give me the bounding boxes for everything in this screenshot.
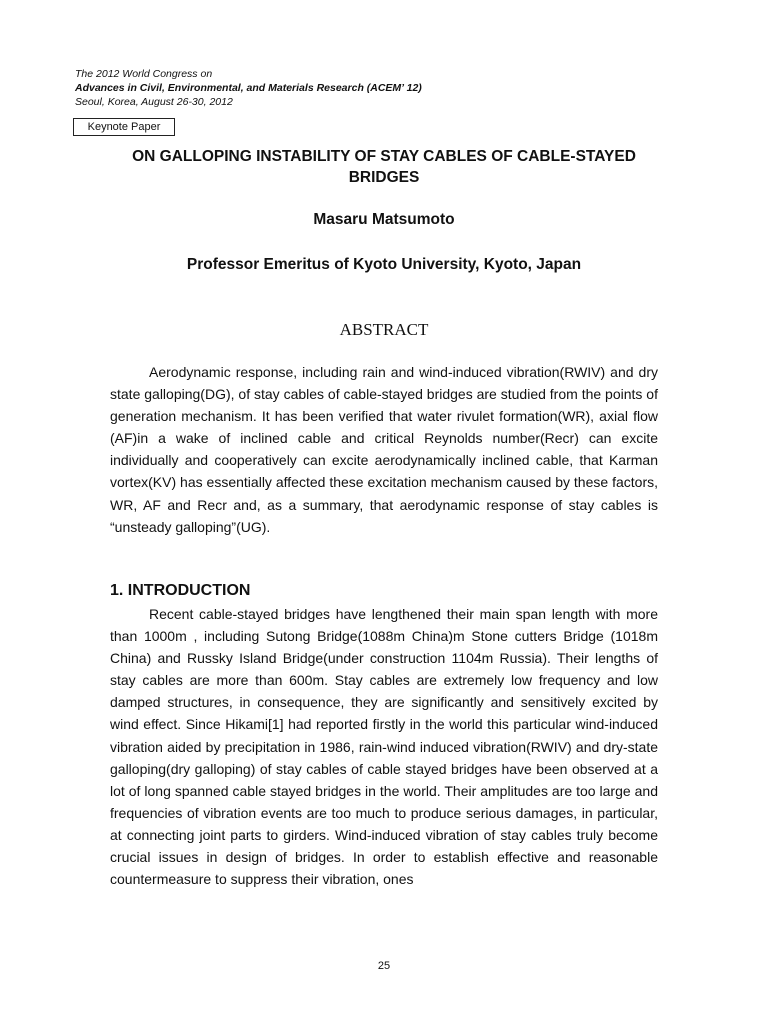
- introduction-heading: 1. INTRODUCTION: [110, 582, 251, 599]
- paper-title: ON GALLOPING INSTABILITY OF STAY CABLES OF CABLE-STAYED BRIDGES: [132, 148, 636, 186]
- author-affiliation: Professor Emeritus of Kyoto University, Kyoto, Japan: [186, 256, 582, 273]
- introduction-text: Recent cable-stayed bridges have lengthened their main span length with more than 1000m , including Sutong Bridge(1088m China)m Stone cutters Bridge (1018m China) and Russky Island Bridge(under construction 1104m Russia). Their lengths of stay cables are more than 600m. Stay cables are extremely low frequency and low damped structures, in consequence, they are significantly and sensitively excited by wind effect. Since Hikami[1] had reported firstly in the world this particular wind-induced vibration aided by precipitation in 1986, rain-wind induced vibration(RWIV) and dry-state galloping(dry galloping) of stay cables of cable stayed bridges have been observed at a lot of long spanned cable stayed bridges in the world. Their amplitudes are too large and frequencies of vibration events are too much to produce serious damages, in particular, at connecting joint parts to girders. Wind-induced vibration of stay cables truly become crucial issues in design of bridges. In order to establish effective and reasonable countermeasure to suppress their vibration, ones: [110, 606, 658, 888]
- abstract-heading: ABSTRACT: [339, 320, 429, 339]
- conference-line-2: Advances in Civil, Environmental, and Materials Research (ACEM’ 12): [75, 82, 422, 94]
- conference-line-3: Seoul, Korea, August 26-30, 2012: [75, 96, 233, 108]
- page-number: 25: [377, 960, 391, 972]
- paper-author: Masaru Matsumoto: [313, 211, 455, 228]
- abstract-text: Aerodynamic response, including rain and wind-induced vibration(RWIV) and dry state galloping(DG), of stay cables of cable-stayed bridges are studied from the points of generation mechanism. It has been verified that water rivulet formation(WR), axial flow (AF)in a wake of inclined cable and critical Reynolds number(Recr) can excite individually and cooperatively can excite aerodynamically inclined cable, that Karman vortex(KV) has essentially affected these excitation mechanism caused by these factors, WR, AF and Recr and, as a summary, that aerodynamic response of stay cables is “unsteady galloping”(UG).: [110, 364, 658, 535]
- conference-info: [75, 67, 422, 109]
- keynote-badge: Keynote Paper: [73, 118, 175, 136]
- conference-line-1: The 2012 World Congress on: [75, 68, 213, 80]
